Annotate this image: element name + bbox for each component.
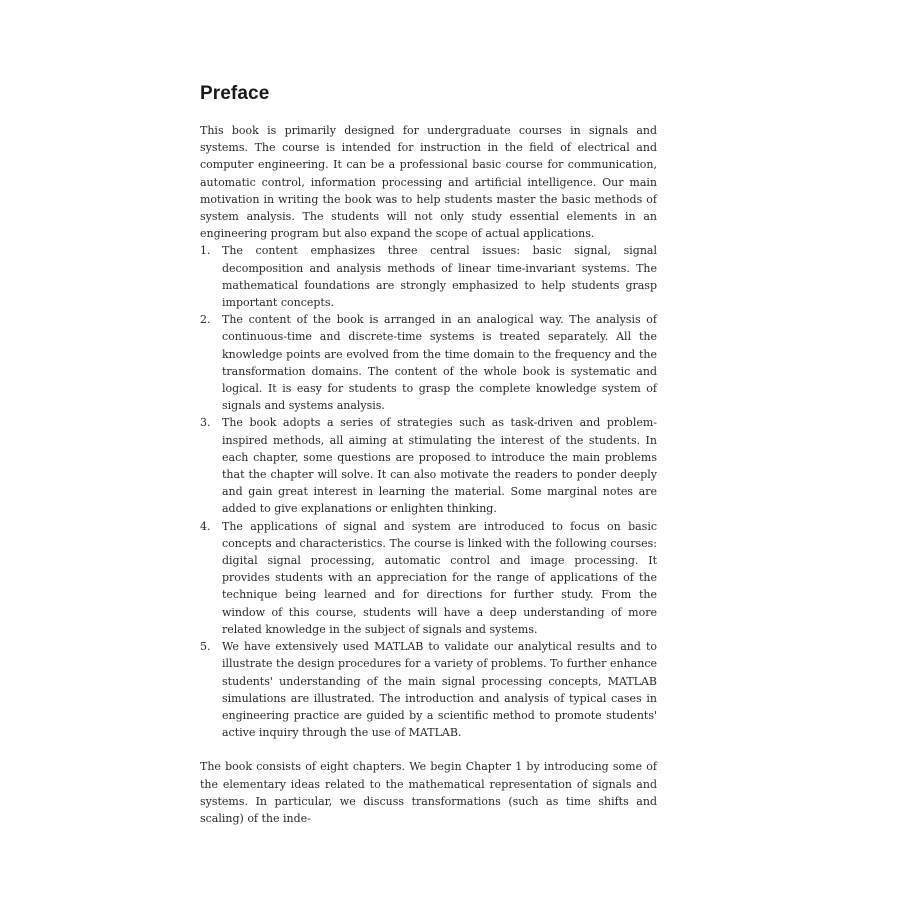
paragraph-spacer <box>200 741 657 758</box>
intro-paragraph: This book is primarily designed for undergraduate courses in signals and systems. The course is intended for instruction in the field of electrical and computer engineering. It can be a professional basic course for communication, automatic control, information processing and artificial intelligence. Our main motivation in writing the book was to help students master the basic methods of system analysis. The students will not only study essential elements in an engineering program but also expand the scope of actual applications. <box>200 124 657 241</box>
list-item <box>200 638 657 741</box>
list-item-text: The content of the book is arranged in an analogical way. The analysis of continuous-time and discrete-time systems is treated separately. All the knowledge points are evolved from the time domain to the frequency and the transformation domains. The content of the whole book is systematic and logical. It is easy for students to grasp the complete knowledge system of signals and systems analysis. <box>222 313 657 413</box>
list-item-text: We have extensively used MATLAB to validate our analytical results and to illustrate the design procedures for a variety of problems. To further enhance students' understanding of the main signal processing concepts, MATLAB simulations are illustrated. The introduction and analysis of typical cases in engineering practice are guided by a scientific method to promote students' active inquiry through the use of MATLAB. <box>222 640 657 740</box>
list-item-text: The applications of signal and system are introduced to focus on basic concepts and characteristics. The course is linked with the following courses: digital signal processing, automatic control and image processing. It provides students with an appreciation for the range of applications of the technique being learned and for directions for further study. From the window of this course, students will have a deep understanding of more related knowledge in the subject of signals and systems. <box>222 519 657 636</box>
numbered-list <box>200 242 657 741</box>
list-item <box>200 311 657 414</box>
closing-paragraph: The book consists of eight chapters. We begin Chapter 1 by introducing some of the elementary ideas related to the mathematical representation of signals and systems. In particular, we discuss transformations (such as time shifts and scaling) of the inde- <box>200 760 657 825</box>
list-item <box>200 242 657 311</box>
list-item <box>200 518 657 638</box>
preface-body <box>200 122 657 827</box>
list-item <box>200 414 657 517</box>
list-item-number: 5. <box>200 640 211 654</box>
list-item-number: 1. <box>200 244 211 258</box>
list-item-text: The book adopts a series of strategies such as task-driven and problem-inspired methods, all aiming at stimulating the interest of the students. In each chapter, some questions are proposed to introduce the main problems that the chapter will solve. It can also motivate the readers to ponder deeply and gain great interest in learning the material. Some marginal notes are added to give explanations or enlighten thinking. <box>222 416 657 516</box>
list-item-number: 2. <box>200 313 211 327</box>
list-item-number: 3. <box>200 416 211 430</box>
list-item-text: The content emphasizes three central issues: basic signal, signal decomposition and analysis methods of linear time-invariant systems. The mathematical foundations are strongly emphasized to help students grasp important concepts. <box>222 244 657 310</box>
list-item-number: 4. <box>200 519 211 533</box>
page-title: Preface <box>200 83 270 104</box>
